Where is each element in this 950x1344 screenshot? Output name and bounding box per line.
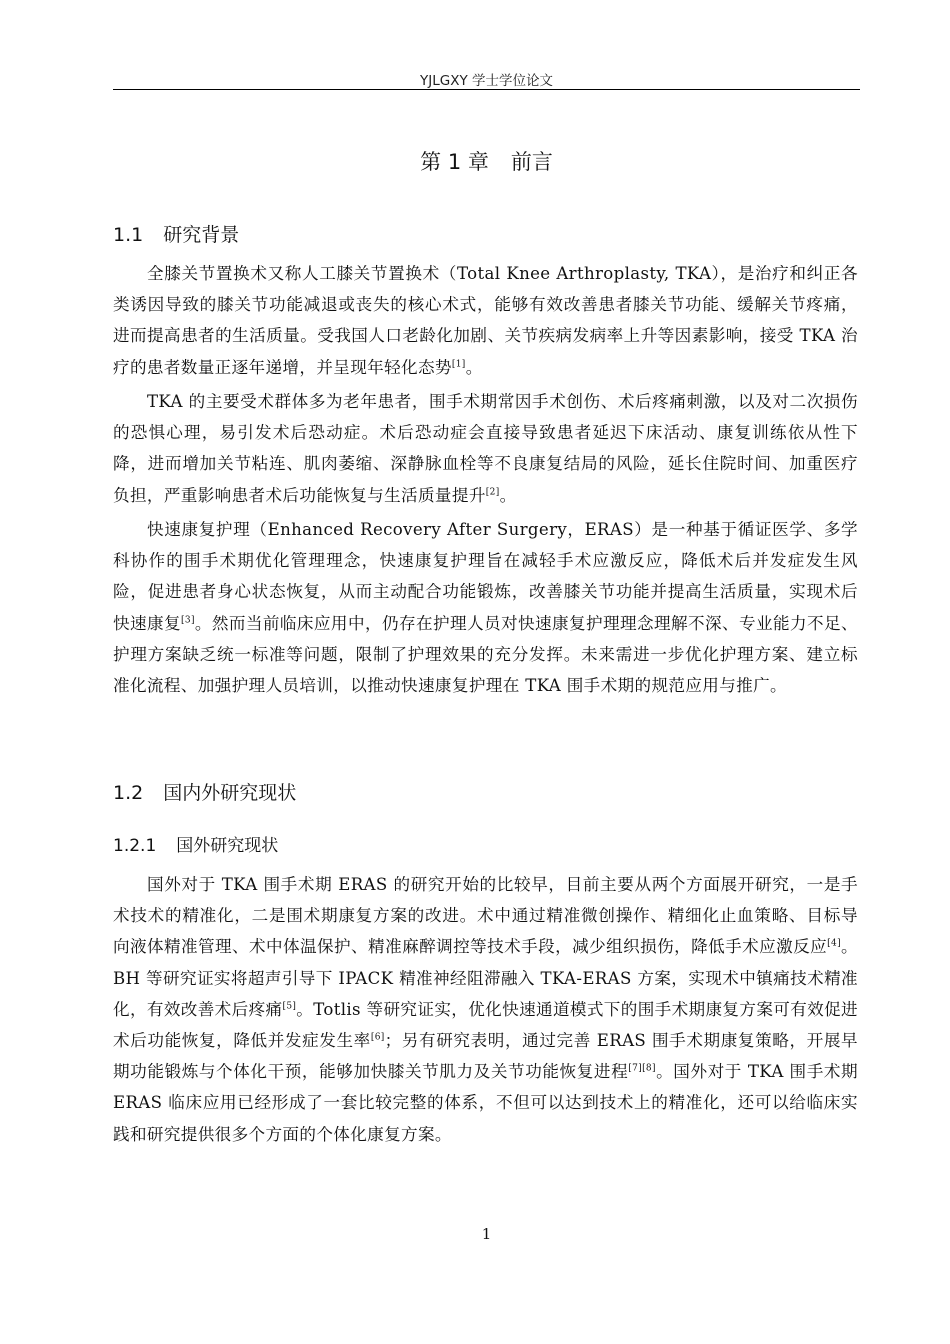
paragraph-text: 。然而当前临床应用中，仍存在护理人员对快速康复护理理念理解不深、专业能力不足、护理方案缺乏统一标准等问题，限制了护理效果的充分发挥。未来需进一步优化护理方案、建立标准化流程、加强护理人员培训，以推动快速康复护理在 TKA 围手术期的规范应用与推广。	[113, 613, 858, 696]
paragraph-text: 。	[465, 357, 483, 377]
paragraph-2	[113, 386, 858, 511]
paragraph-text: 。国外对于 TKA 围手术期 ERAS 临床应用已经形成了一套比较完整的体系，不但可以达到技术上的精准化，还可以给临床实践和研究提供很多个方面的个体化康复方案。	[113, 1062, 858, 1144]
citation: [6]	[370, 1032, 385, 1043]
section-title: 研究背景	[163, 224, 240, 246]
section-heading-1-2	[113, 778, 296, 805]
subsection-number: 1.2.1	[113, 836, 157, 856]
paragraph-text: TKA 的主要受术群体多为老年患者，围手术期常因手术创伤、术后疼痛刺激，以及对二次损伤的恐惧心理，易引发术后恐动症。术后恐动症会直接导致患者延迟下床活动、康复训练依从性下降，进而增加关节粘连、肌肉萎缩、深静脉血栓等不良康复结局的风险，延长住院时间、加重医疗负担，严重影响患者术后功能恢复与生活质量提升	[113, 392, 858, 505]
chapter-title	[113, 146, 860, 176]
header-rule	[113, 89, 860, 90]
chapter-name: 前言	[510, 150, 553, 174]
section-heading-1-1	[113, 220, 239, 247]
subsection-title: 国外研究现状	[176, 836, 279, 856]
paragraph-text: 。Totlis 等研究证实，优化快速通道模式下的围手术期康复方案可有效促进术后功能恢复，降低并发症发生率	[113, 999, 859, 1051]
paragraph-1	[113, 258, 858, 383]
paragraph-text: ；另有研究表明，通过完善 ERAS 围手术期康复策略，开展早期功能锻炼与个体化干预，能够加快膝关节肌力及关节功能恢复进程	[113, 1031, 858, 1082]
paragraph-text: 。BH 等研究证实将超声引导下 IPACK 精准神经阻滞融入 TKA-ERAS 方案，实现术中镇痛技术精准化，有效改善术后疼痛	[113, 937, 858, 1019]
citation: [4]	[827, 938, 841, 949]
section-number: 1.2	[113, 782, 144, 804]
section-number: 1.1	[113, 224, 144, 246]
paragraph-text: 全膝关节置换术又称人工膝关节置换术（Total Knee Arthroplasty, TKA），是治疗和纠正各类诱因导致的膝关节功能减退或丧失的核心术式，能够有效改善患者膝关节功能、缓解关节疼痛，进而提高患者的生活质量。受我国人口老龄化加剧、关节疾病发病率上升等因素影响，接受 TKA 治疗的患者数量正逐年递增，并呈现年轻化态势	[113, 264, 858, 377]
subsection-heading-1-2-1	[113, 831, 278, 856]
paragraph-text: 国外对于 TKA 围手术期 ERAS 的研究开始的比较早，目前主要从两个方面展开研究，一是手术技术的精准化，二是围术期康复方案的改进。术中通过精准微创操作、精细化止血策略、目标导向液体精准管理、术中体温保护、精准麻醉调控等技术手段，减少组织损伤，降低手术应激反应	[113, 875, 858, 957]
page-number: 1	[481, 1225, 492, 1243]
citation: [7][8]	[628, 1063, 656, 1074]
citation: [1]	[451, 359, 466, 370]
page-header: YJLGXY 学士学位论文	[420, 73, 553, 89]
citation: [5]	[282, 1001, 297, 1012]
section-title: 国内外研究现状	[163, 782, 297, 804]
citation: [3]	[181, 615, 195, 626]
paragraph-3	[113, 514, 858, 701]
paragraph-text: 。	[499, 485, 517, 505]
paragraph-text: 快速康复护理（Enhanced Recovery After Surgery，ERAS）是一种基于循证医学、多学科协作的围手术期优化管理理念，快速康复护理旨在减轻手术应激反应，降低术后并发症发生风险，促进患者身心状态恢复，从而主动配合功能锻炼，改善膝关节功能并提高生活质量，实现术后快速康复	[113, 520, 858, 633]
chapter-number: 第 1 章	[420, 150, 489, 174]
citation: [2]	[485, 487, 500, 498]
paragraph-4	[113, 869, 858, 1150]
